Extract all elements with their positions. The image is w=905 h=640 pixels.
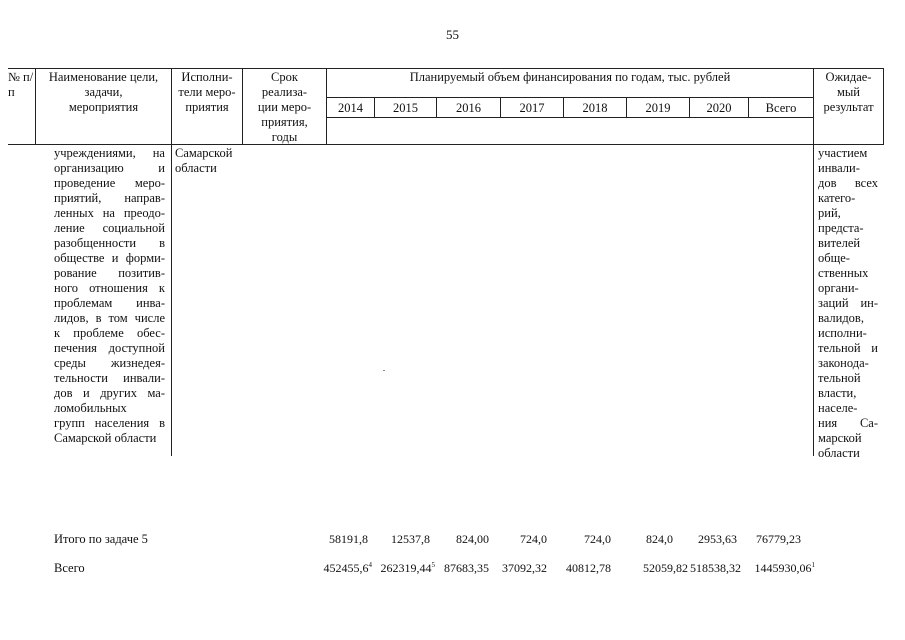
subtotal-2018: 724,0 (584, 532, 611, 546)
subtotal-2020: 2953,63 (698, 532, 737, 546)
year-total: Всего (765, 101, 797, 115)
result-text: участием инвали- дов всех катего- рий, предста- вителей обще- ственных органи- заций ин- валидов, исполни- тельной и законода- тельной власти, населе- ния Са- марской области (818, 146, 878, 460)
year-2020: 2020 (706, 101, 732, 115)
grand-total-2019: 52059,82 (643, 561, 688, 575)
subtotal-label: Итого по задаче 5 (54, 532, 148, 546)
page-number: 55 (446, 27, 459, 42)
header-executor: Исполни- тели меро- приятия (178, 70, 236, 114)
header-term: Срок реализа- ции меро- приятия, годы (257, 70, 312, 144)
year-2019: 2019 (645, 101, 671, 115)
year-2014: 2014 (338, 101, 363, 115)
year-2017: 2017 (519, 101, 545, 115)
grand-total-total: 1445930,06$^1$ (754, 561, 815, 575)
subtotal-2017: 724,0 (520, 532, 547, 546)
subtotal-2015: 12537,8 (391, 532, 430, 546)
grand-total-label: Всего (54, 561, 85, 575)
header-number: № п/п (8, 70, 34, 99)
executor-text: Самарской области (175, 146, 233, 175)
subtotal-2014: 58191,8 (329, 532, 368, 546)
year-2015: 2015 (393, 101, 418, 115)
year-2018: 2018 (582, 101, 608, 115)
year-2016: 2016 (456, 101, 481, 115)
scan-speck (383, 370, 385, 371)
grand-total-2020: 518538,32 (690, 561, 741, 575)
grand-total-2015: 262319,44$^5$ (380, 561, 435, 575)
measure-name-text: учреждениями, на организацию и проведение меро- приятий, направ- ленных на преодо- ление социальной разобщенности в обществе и форми- рование позитив- ного отношения к проблемам инва- лидов, в том числе к проблеме обес- печения доступной среды жизнедея- тельности инвали- дов и других ма- ломобильных групп населения в Самарской области (54, 146, 165, 445)
grand-total-2014: 452455,6$^4$ (323, 561, 372, 575)
header-name: Наименование цели, задачи, мероприятия (48, 70, 159, 114)
subtotal-2019: 824,0 (646, 532, 673, 546)
header-result: Ожидае- мый результат (823, 70, 874, 114)
grand-total-2018: 40812,78 (566, 561, 611, 575)
grand-total-2017: 37092,32 (502, 561, 547, 575)
subtotal-total: 76779,23 (756, 532, 801, 546)
subtotal-2016: 824,00 (456, 532, 489, 546)
grand-total-2016: 87683,35 (444, 561, 489, 575)
header-financing: Планируемый объем финансирования по годам, тыс. рублей (409, 70, 731, 84)
